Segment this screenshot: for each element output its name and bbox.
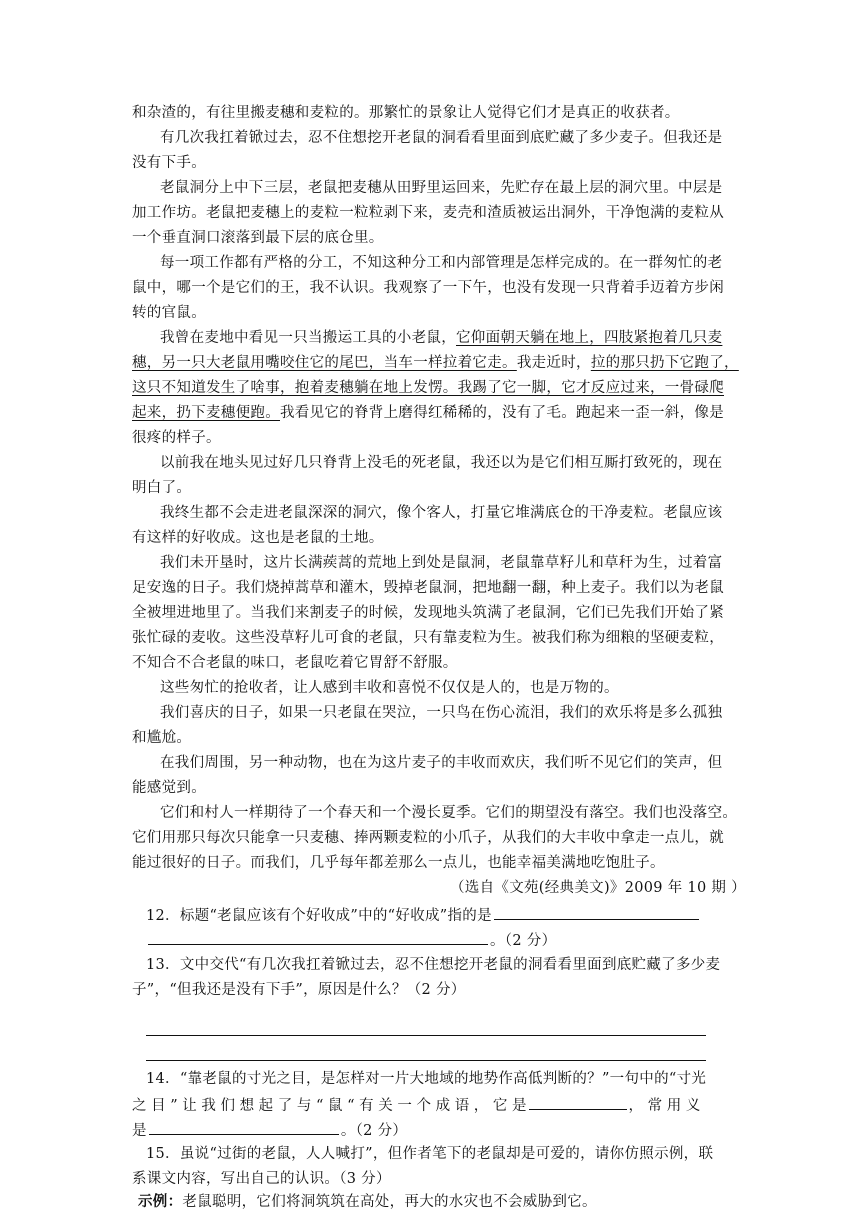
underlined-text: 它仰面朝天躺在地上，四肢紧抱着几只麦 bbox=[456, 330, 723, 346]
question-text: 。（2 分） bbox=[340, 1123, 408, 1139]
paragraph-line: 在我们周围，另一种动物，也在为这片麦子的丰收而欢庆，我们听不见它们的笑声，但 bbox=[160, 755, 723, 771]
underlined-text: 拉的那只扔下它跑了， bbox=[590, 355, 739, 371]
source-citation: （选自《文苑(经典美文)》2009 年 10 期 ） bbox=[450, 880, 746, 896]
question-text: 之 目 ” 让 我 们 想 起 了 与 “ 鼠 “ 有 关 一 个 成 语 ， 它 是 bbox=[132, 1098, 527, 1114]
paragraph-line: 以前我在地头见过好几只脊背上没毛的死老鼠，我还以为是它们相互厮打致死的，现在 bbox=[160, 455, 723, 471]
paragraph-line: 鼠中，哪一个是它们的王，我不认识。我观察了一下午，也没有发现一只背着手迈着方步闲 bbox=[132, 280, 724, 296]
paragraph-line: 一个垂直洞口滚落到最下层的底仓里。 bbox=[132, 230, 384, 246]
answer-line[interactable] bbox=[146, 1035, 706, 1036]
example-label: 示例： bbox=[138, 1193, 183, 1210]
example-text: 老鼠聪明，它们将洞筑筑在高处，再大的水灾也不会威胁到它。 bbox=[182, 1194, 597, 1210]
question-text: 。（2 分） bbox=[490, 933, 557, 949]
paragraph-line: 和尴尬。 bbox=[132, 730, 192, 746]
paragraph-line: 每一项工作都有严格的分工，不知这种分工和内部管理是怎样完成的。在一群匆忙的老 bbox=[160, 255, 723, 271]
question-12-line2 bbox=[146, 928, 556, 952]
paragraph-line: 和杂渣的，有往里搬麦穗和麦粒的。那繁忙的景象让人觉得它们才是真正的收获者。 bbox=[132, 105, 680, 121]
paragraph-line: 加工作坊。老鼠把麦穗上的麦粒一粒粒剥下来，麦壳和渣质被运出洞外，干净饱满的麦粒从 bbox=[132, 205, 724, 221]
paragraph-line: 不知合不合老鼠的味口，老鼠吃着它胃舒不舒服。 bbox=[132, 655, 458, 671]
question-text: 12．标题“老鼠应该有个好收成”中的“好收成”指的是 bbox=[146, 908, 492, 924]
answer-line[interactable] bbox=[146, 1060, 706, 1061]
question-15: 15．虽说“过街的老鼠，人人喊打”，但作者笔下的老鼠却是可爱的，请你仿照示例，联 bbox=[146, 1146, 714, 1162]
question-text: ， 常 用 义 bbox=[628, 1098, 701, 1114]
question-14-line2 bbox=[132, 1093, 700, 1117]
paragraph-line bbox=[132, 402, 724, 424]
paragraph-line: 它们用那只每次只能拿一只麦穗、捧两颗麦粒的小爪子，从我们的大丰收中拿走一点儿，就 bbox=[132, 830, 724, 846]
question-14-line3 bbox=[132, 1118, 407, 1142]
paragraph-line: 我们喜庆的日子，如果一只老鼠在哭泣，一只鸟在伤心流泪，我们的欢乐将是多么孤独 bbox=[160, 705, 723, 721]
example-line bbox=[138, 1191, 597, 1213]
question-12 bbox=[146, 903, 701, 927]
paragraph-line bbox=[132, 352, 739, 374]
question-13-line2: 子”，“但我还是没有下手”，原因是什么？（2 分） bbox=[132, 982, 466, 998]
paragraph-line: 没有下手。 bbox=[132, 155, 206, 171]
paragraph-line: 很疼的样子。 bbox=[132, 430, 221, 446]
underlined-text: 这只不知道发生了啥事，抱着麦穗躺在地上发愣。我踢了它一脚，它才反应过来，一骨碌爬 bbox=[132, 380, 724, 396]
paragraph-line: 老鼠洞分上中下三层，老鼠把麦穗从田野里运回来，先贮存在最上层的洞穴里。中层是 bbox=[160, 180, 723, 196]
paragraph-line: 这些匆忙的抢收者，让人感到丰收和喜悦不仅仅是人的，也是万物的。 bbox=[160, 680, 619, 696]
question-14: 14．“靠老鼠的寸光之目，是怎样对一片大地域的地势作高低判断的？”一句中的“寸光 bbox=[146, 1071, 707, 1087]
paragraph-line: 我终生都不会走进老鼠深深的洞穴，像个客人，打量它堆满底仓的干净麦粒。老鼠应该 bbox=[160, 505, 723, 521]
paragraph-line: 它们和村人一样期待了一个春天和一个漫长夏季。它们的期望没有落空。我们也没落空。 bbox=[160, 805, 738, 821]
underlined-text: 起来，扔下麦穗便跑。 bbox=[132, 405, 280, 421]
paragraph-line: 能过很好的日子。而我们，几乎每年都差那么一点儿，也能幸福美满地吃饱肚子。 bbox=[132, 855, 665, 871]
plain-text: 我看见它的脊背上磨得红稀稀的，没有了毛。跑起来一歪一斜，像是 bbox=[280, 405, 724, 421]
question-15-line2: 系课文内容，写出自己的认识。（3 分） bbox=[132, 1171, 391, 1187]
paragraph-line bbox=[160, 327, 722, 349]
underlined-text: 穗，另一只大老鼠用嘴咬住它的尾巴，当车一样拉着它走。 bbox=[132, 355, 517, 371]
answer-blank[interactable] bbox=[529, 1093, 627, 1110]
paragraph-line: 有这样的好收成。这也是老鼠的土地。 bbox=[132, 530, 384, 546]
paragraph-line: 有几次我扛着锨过去，忍不住想挖开老鼠的洞看看里面到底贮藏了多少麦子。但我还是 bbox=[160, 130, 723, 146]
paragraph-line: 明白了。 bbox=[132, 480, 192, 496]
plain-text: 我曾在麦地中看见一只当搬运工具的小老鼠， bbox=[160, 330, 456, 346]
paragraph-line: 全被埋进地里了。当我们来割麦子的时候，发现地头筑满了老鼠洞，它们已先我们开始了紧 bbox=[132, 605, 724, 621]
question-13: 13．文中交代“有几次我扛着锨过去，忍不住想挖开老鼠的洞看看里面到底贮藏了多少麦 bbox=[146, 957, 721, 973]
answer-blank[interactable] bbox=[149, 1118, 339, 1135]
paragraph-line: 张忙碌的麦收。这些没草籽儿可食的老鼠，只有靠麦粒为生。被我们称为细粮的坚硬麦粒， bbox=[132, 630, 724, 646]
paragraph-line: 我们未开垦时，这片长满蒺蒿的荒地上到处是鼠洞，老鼠靠草籽儿和草秆为生，过着富 bbox=[160, 555, 723, 571]
paragraph-line: 足安逸的日子。我们烧掉蒿草和灌木，毁掉老鼠洞，把地翻一翻，种上麦子。我们以为老鼠 bbox=[132, 580, 724, 596]
paragraph-line: 能感觉到。 bbox=[132, 780, 206, 796]
question-text: 是 bbox=[132, 1123, 147, 1139]
paragraph-line bbox=[132, 377, 724, 399]
plain-text: 我走近时， bbox=[516, 355, 591, 371]
answer-blank[interactable] bbox=[148, 928, 488, 945]
answer-blank[interactable] bbox=[494, 903, 699, 920]
paragraph-line: 转的官鼠。 bbox=[132, 305, 206, 321]
